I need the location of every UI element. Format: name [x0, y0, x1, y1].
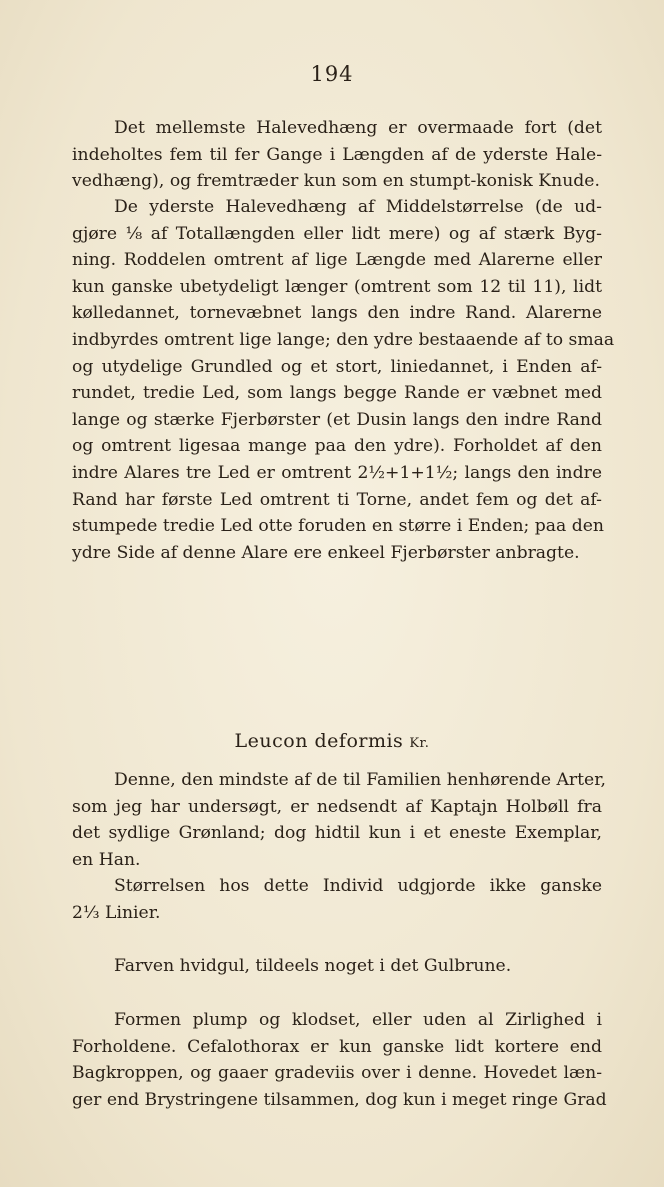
paragraph-form [72, 1007, 607, 1113]
page-number: 194 [310, 62, 354, 86]
text-line: De yderste Halevedhæng af Middelstørrelse (de ud- [114, 197, 602, 217]
species-name: Leucon deformis [234, 730, 404, 752]
species-heading [0, 730, 664, 752]
text-line: stumpede tredie Led otte foruden en større i Enden; paa den [72, 516, 605, 537]
text-line: en Han. [72, 849, 141, 870]
text-line: indeholtes fem til fer Gange i Længden af de yderste Hale- [72, 144, 602, 165]
text-line: og omtrent ligesaa mange paa den ydre). Forholdet af den [72, 436, 602, 457]
text-line: 2⅓ Linier. [72, 902, 161, 923]
text-line: ydre Side af denne Alare ere enkeel Fjerbørster anbragte. [72, 542, 580, 563]
text-line: Forholdene. Cefalothorax er kun ganske lidt kortere end [72, 1036, 602, 1057]
paragraph-colour [72, 953, 602, 980]
text-line: Størrelsen hos dette Individ udgjorde ikke ganske [114, 876, 602, 896]
text-line: indre Alares tre Led er omtrent 2½+1+1½; langs den indre [72, 462, 602, 483]
text-line: det sydlige Grønland; dog hidtil kun i et eneste Exemplar, [72, 823, 602, 844]
paragraph-size [72, 873, 602, 926]
text-line: kun ganske ubetydeligt længer (omtrent som 12 til 11), lidt [72, 276, 602, 297]
species-authority: Kr. [409, 736, 430, 751]
text-line: ger end Brystringene tilsammen, dog kun i meget ringe Grad [72, 1089, 607, 1110]
text-line: rundet, tredie Led, som langs begge Rande er væbnet med [72, 383, 602, 404]
text-line: ning. Roddelen omtrent af lige Længde med Alarerne eller [72, 250, 602, 271]
text-line: som jeg har undersøgt, er nedsendt af Kaptajn Holbøll fra [72, 796, 602, 817]
paragraph-outer-tail-appendages [72, 194, 615, 566]
text-line: Denne, den mindste af de til Familien henhørende Arter, [114, 770, 607, 790]
text-line: Farven hvidgul, tildeels noget i det Gulbrune. [114, 956, 512, 976]
text-line: gjøre ⅛ af Totallængden eller lidt mere) og af stærk Byg- [72, 223, 602, 244]
paragraph-middle-tail-appendage [72, 115, 602, 195]
text-line: og utydelige Grundled og et stort, liniedannet, i Enden af- [72, 356, 602, 377]
text-line: Bagkroppen, og gaaer gradeviis over i denne. Hovedet læn- [72, 1063, 602, 1084]
paragraph-species-intro [72, 767, 607, 873]
text-line: Det mellemste Halevedhæng er overmaade fort (det [114, 118, 602, 138]
text-line: kølledannet, tornevæbnet langs den indre Rand. Alarerne [72, 303, 602, 324]
text-line: lange og stærke Fjerbørster (et Dusin langs den indre Rand [72, 409, 602, 430]
text-line: indbyrdes omtrent lige lange; den ydre bestaaende af to smaa [72, 329, 615, 350]
text-line: Rand har første Led omtrent ti Torne, andet fem og det af- [72, 489, 602, 510]
text-line: vedhæng), og fremtræder kun som en stumpt-konisk Knude. [72, 171, 600, 192]
text-line: Formen plump og klodset, eller uden al Zirlighed i [114, 1010, 602, 1030]
